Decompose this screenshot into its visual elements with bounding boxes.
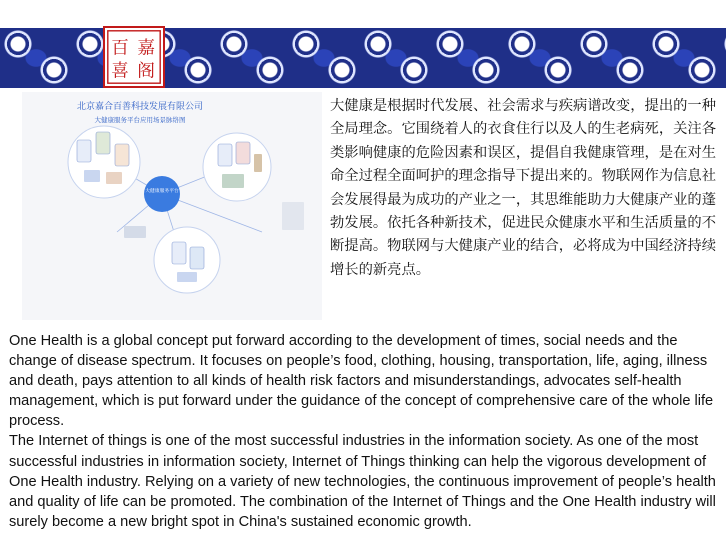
diagram-company-title: 北京嘉合百善科技发展有限公司: [76, 102, 204, 112]
svg-text:嘉: 嘉: [137, 38, 156, 59]
english-paragraph-iot: The Internet of things is one of the most successful industries in the information society. As one of the most successful industries in information society, Internet of Things thinking can help the vigorous development of One Health industry. Relying on a variety of new technologies, the continuous improvement of people’s health and quality of life can be promoted. The combination of the Internet of Things and the One Health industry will surely become a new bright spot in China's sustained economic growth.: [9, 433, 716, 530]
diagram-subtitle: 大健康服务平台应用场景脉络图: [94, 116, 186, 124]
brand-seal-logo: [103, 26, 165, 88]
svg-text:阁: 阁: [137, 61, 156, 82]
english-description: [9, 331, 717, 532]
svg-text:百: 百: [111, 38, 129, 59]
platform-center-label: 大健康服务平台: [145, 189, 179, 194]
health-platform-diagram: [22, 92, 322, 320]
seal-glyphs: [105, 28, 163, 86]
platform-center-node: [144, 176, 180, 212]
english-paragraph-one-health: One Health is a global concept put forward according to the development of times, social needs and the change of disease spectrum. It focuses on people’s food, clothing, housing, transportation, life, aging, illness and death, pays attention to all kinds of health risk factors and misunderstandings, advocates self-health management, which is put forward under the guidance of the concept of comprehensive care of the whole life process.: [9, 333, 714, 430]
chinese-description: 大健康是根据时代发展、社会需求与疾病谱改变，提出的一种全局理念。它围绕着人的衣食住行以及人的生老病死，关注各类影响健康的危险因素和误区，提倡自我健康管理，是在对生命全过程全面呵护的理念指导下提出来的。物联网作为信息社会发展得最为成功的产业之一，其思维能助力大健康产业的蓬勃发展。依托各种新技术，促进民众健康水平和生活质量的不断提高。物联网与大健康产业的结合，必将成为中国经济持续增长的新亮点。: [330, 98, 717, 278]
svg-text:喜: 喜: [111, 61, 129, 82]
scenario-circle-bottom: [154, 227, 220, 293]
